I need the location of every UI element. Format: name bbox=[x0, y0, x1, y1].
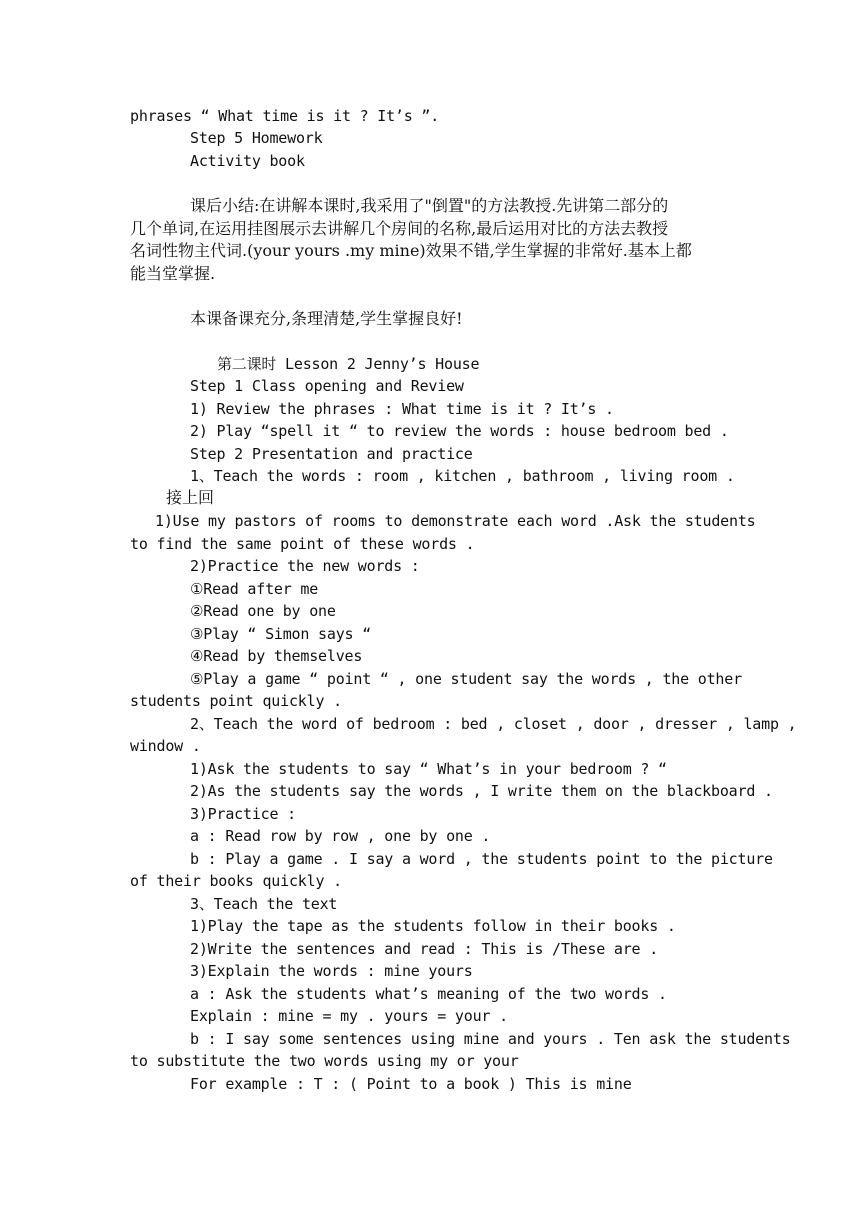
text-line: to find the same point of these words . bbox=[130, 535, 475, 553]
text-line: ①Read after me bbox=[190, 580, 319, 598]
text-line: Explain : mine = my . yours = your . bbox=[190, 1007, 508, 1025]
text-line: 几个单词,在运用挂图展示去讲解几个房间的名称,最后运用对比的方法去教授 bbox=[130, 219, 669, 238]
text-line: 2)Write the sentences and read : This is /These are . bbox=[190, 940, 659, 958]
text-line: 名词性物主代词.(your yours .my mine)效果不错,学生掌握的非常好.基本上都 bbox=[130, 241, 692, 260]
text-line: 2、Teach the word of bedroom : bed , closet , door , dresser , lamp , bbox=[190, 715, 797, 733]
text-line: 1)Play the tape as the students follow in their books . bbox=[190, 917, 676, 935]
text-line: 3)Practice : bbox=[190, 805, 296, 823]
text-line: 2)As the students say the words , I write them on the blackboard . bbox=[190, 782, 773, 800]
section-heading: 第二课时 Lesson 2 Jenny’s House bbox=[217, 355, 480, 373]
text-line: ④Read by themselves bbox=[190, 647, 363, 665]
text-line: ②Read one by one bbox=[190, 602, 336, 620]
text-line: b : I say some sentences using mine and yours . Ten ask the students bbox=[190, 1030, 791, 1048]
text-line: 1)Use my pastors of rooms to demonstrate each word .Ask the students bbox=[155, 512, 756, 530]
text-line: Step 2 Presentation and practice bbox=[190, 445, 473, 463]
text-line: of their books quickly . bbox=[130, 872, 342, 890]
text-line: Step 1 Class opening and Review bbox=[190, 377, 464, 395]
text-line: Step 5 Homework bbox=[190, 129, 323, 147]
text-line: ⑤Play a game “ point “ , one student say the words , the other bbox=[190, 670, 742, 688]
text-line: 接上回 bbox=[166, 488, 215, 507]
text-line: to substitute the two words using my or your bbox=[130, 1052, 519, 1070]
text-line: a : Read row by row , one by one . bbox=[190, 827, 491, 845]
text-line: 3、Teach the text bbox=[190, 895, 338, 913]
text-line: b : Play a game . I say a word , the students point to the picture bbox=[190, 850, 773, 868]
text-line: 课后小结:在讲解本课时,我采用了"倒置"的方法教授.先讲第二部分的 bbox=[190, 196, 669, 215]
text-line: 本课备课充分,条理清楚,学生掌握良好! bbox=[190, 309, 463, 328]
text-line: window . bbox=[130, 737, 201, 755]
text-line: 2)Practice the new words : bbox=[190, 557, 420, 575]
text-line: phrases “ What time is it ? It’s ”. bbox=[130, 107, 440, 125]
text-line: 3)Explain the words : mine yours bbox=[190, 962, 473, 980]
text-line: 2) Play “spell it “ to review the words : house bedroom bed . bbox=[190, 422, 729, 440]
text-line: For example : T : ( Point to a book ) This is mine bbox=[190, 1075, 632, 1093]
text-line: 1)Ask the students to say “ What’s in your bedroom ? “ bbox=[190, 760, 667, 778]
text-line: students point quickly . bbox=[130, 692, 342, 710]
text-line: 能当堂掌握. bbox=[130, 264, 216, 283]
text-line: ③Play “ Simon says “ bbox=[190, 625, 372, 643]
text-line: 1) Review the phrases : What time is it ? It’s . bbox=[190, 400, 614, 418]
text-line: 1、Teach the words : room , kitchen , bathroom , living room . bbox=[190, 467, 735, 485]
text-line: Activity book bbox=[190, 152, 305, 170]
text-line: a : Ask the students what’s meaning of the two words . bbox=[190, 985, 667, 1003]
